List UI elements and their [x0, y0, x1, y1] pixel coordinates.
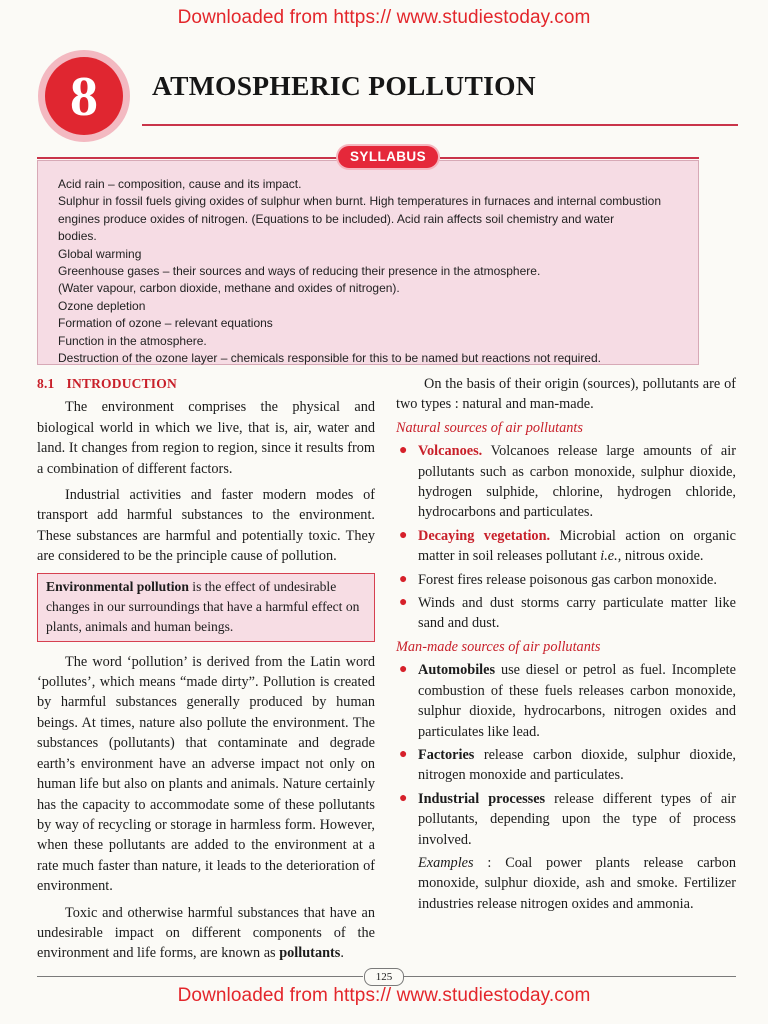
chapter-title: ATMOSPHERIC POLLUTION [152, 70, 536, 101]
watermark-bottom: Downloaded from https:// www.studiestoday.com [177, 985, 591, 1006]
syllabus-line: bodies. [58, 229, 97, 244]
syllabus-list [58, 176, 694, 367]
syllabus-line: Global warming [58, 246, 142, 261]
natural-sources-heading: Natural sources of air pollutants [396, 419, 583, 436]
list-item [396, 789, 736, 850]
intro-paragraph-1: The environment comprises the physical and biological world in which we live, that is, air, water and land. It changes from region to region, since it results from a combination of different factors. [37, 399, 375, 477]
list-item [396, 593, 736, 634]
item-text: release carbon dioxide, sulphur dioxide, nitrogen monoxide and particulates. [418, 746, 736, 784]
bullet-icon: ● [399, 746, 408, 762]
watermark-top: Downloaded from https:// www.studiestoday.com [177, 7, 591, 28]
syllabus-line: Destruction of the ozone layer – chemicals responsible for this to be named but reactions not required. [58, 351, 601, 366]
footer-rule-right [404, 976, 736, 977]
definition-text: is the effect of undesirable changes in our surroundings that have a harmful effect on plants, animals and human beings. [46, 578, 360, 634]
bullet-icon: ● [399, 571, 408, 587]
item-text-end: nitrous oxide. [621, 548, 704, 565]
syllabus-label: SYLLABUS [338, 146, 438, 168]
para4-text: Toxic and otherwise harmful substances that have an undesirable impact on different components of the environment and life forms, are known as [37, 904, 375, 962]
item-text: use diesel or petrol as fuel. Incomplete combustion of these fuels releases carbon monoxide, sulphur dioxide, hydrocarbons, nitrogen oxides and particulates like lead. [418, 662, 736, 740]
syllabus-line: Acid rain – composition, cause and its impact. [58, 177, 302, 191]
syllabus-line: Sulphur in fossil fuels giving oxides of sulphur when burnt. High temperatures in furnaces and internal combustion [58, 194, 661, 209]
page-number: 125 [364, 968, 404, 986]
bullet-icon: ● [399, 595, 408, 611]
examples-text: : Coal power plants release carbon monoxide, sulphur dioxide, ash and smoke. Fertilizer industries release nitrogen oxides and ammonia. [418, 854, 736, 912]
item-text: Forest fires release poisonous gas carbon monoxide. [418, 571, 717, 588]
syllabus-line: Function in the atmosphere. [58, 333, 207, 348]
list-item [396, 660, 736, 742]
syllabus-line: Ozone depletion [58, 298, 146, 313]
sources-intro: On the basis of their origin (sources), pollutants are of two types : natural and man-made. [396, 376, 736, 413]
chapter-number-badge [36, 48, 132, 144]
chapter-number: 8 [70, 66, 98, 128]
item-text: release different types of air pollutants, depending upon the type of process involved. [418, 790, 736, 848]
item-lead: Volcanoes. [418, 443, 483, 460]
item-lead: Automobiles [418, 662, 496, 679]
syllabus-line: engines produce oxides of nitrogen. (Equations to be included). Acid rain affects soil chemistry and water [58, 211, 615, 226]
para4-end: . [340, 945, 344, 962]
item-lead: Industrial processes [418, 790, 546, 807]
right-column [396, 374, 736, 914]
item-lead: Factories [418, 746, 475, 763]
bullet-icon: ● [399, 527, 408, 543]
manmade-sources-heading: Man-made sources of air pollutants [396, 638, 601, 655]
item-italic: i.e., [600, 548, 622, 565]
list-item [396, 570, 736, 590]
item-text: Volcanoes release large amounts of air pollutants such as carbon monoxide, sulphur dioxide, hydrogen sulphide, chlorine, hydrogen chloride, hydrocarbons and particulates. [418, 443, 736, 521]
natural-sources-list [396, 441, 736, 634]
title-underline [142, 124, 738, 126]
syllabus-line: (Water vapour, carbon dioxide, methane and oxides of nitrogen). [58, 281, 400, 296]
item-text: Microbial action on organic matter in soil releases pollutant [418, 527, 736, 565]
section-heading [37, 374, 375, 394]
section-title: INTRODUCTION [66, 376, 177, 391]
list-item [396, 441, 736, 523]
syllabus-line: Formation of ozone – relevant equations [58, 316, 273, 331]
bullet-icon: ● [399, 790, 408, 806]
syllabus-line: Greenhouse gases – their sources and ways of reducing their presence in the atmosphere. [58, 264, 541, 279]
item-lead: Decaying vegetation. [418, 527, 551, 544]
item-text: Winds and dust storms carry particulate matter like sand and dust. [418, 595, 736, 632]
list-item [396, 745, 736, 786]
footer-rule-left [37, 976, 363, 977]
bullet-icon: ● [399, 662, 408, 678]
intro-paragraph-2: Industrial activities and faster modern modes of transport add harmful substances to the environment. These substances are harmful and potentially toxic. They are considered to be the principle cause of pollution. [37, 487, 375, 565]
section-number: 8.1 [37, 376, 55, 391]
pollutants-term: pollutants [279, 945, 341, 962]
syllabus-rule-right [440, 157, 699, 159]
intro-paragraph-4 [37, 903, 375, 964]
definition-term: Environmental pollution [46, 578, 189, 594]
bullet-icon: ● [399, 443, 408, 459]
manmade-sources-list [396, 660, 736, 850]
left-column [37, 374, 375, 970]
intro-paragraph-3: The word ‘pollution’ is derived from the Latin word ‘pollutes’, which means “made dirty”. Pollution is created by harmful substances generally produced by human beings. At times, nature also pollute the environment. The substances (pollutants) that contaminate and degrade earth’s environment have an adverse impact not only on human life but also on plants and animals. Nature certainly has the capacity to accommodate some of these pollutants by way of recycling or storage in harmless form. However, when these pollutants are added to the environment at a rate much faster than nature, it leads to the deterioration of environment. [37, 653, 375, 895]
definition-box [37, 573, 375, 642]
examples-label: Examples [418, 854, 474, 871]
examples-paragraph [396, 853, 736, 914]
syllabus-rule-left [37, 157, 337, 159]
list-item [396, 526, 736, 567]
